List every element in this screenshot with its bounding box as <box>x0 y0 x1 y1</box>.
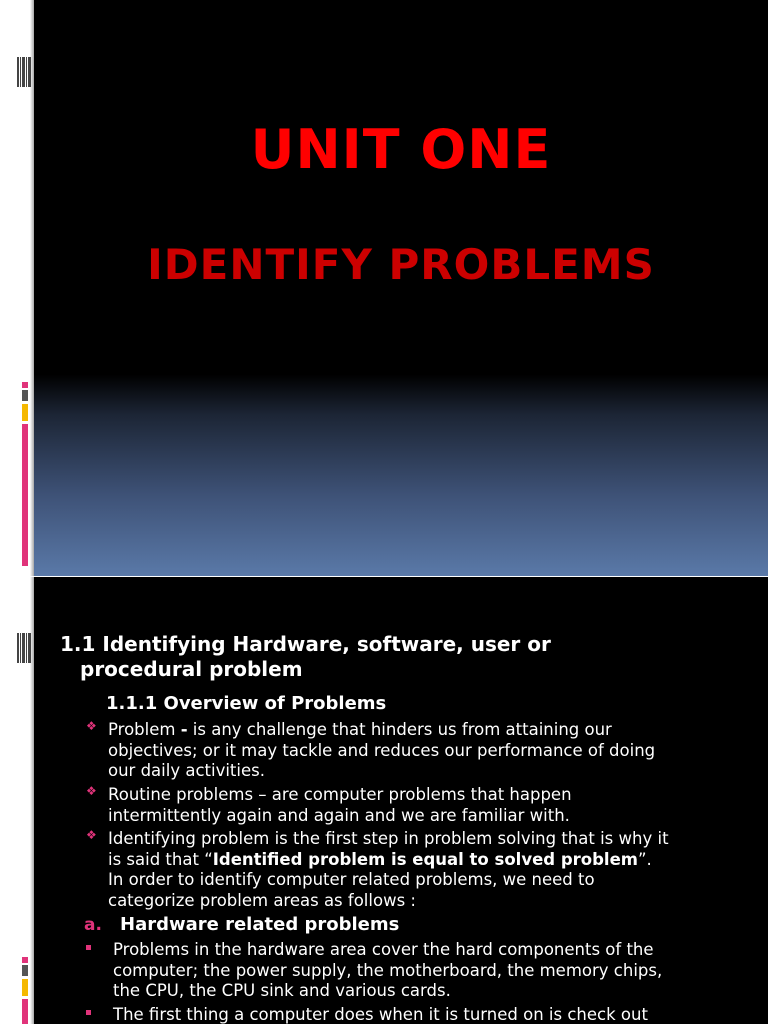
slide-title-text: UNIT ONE <box>250 118 552 181</box>
bullet-hardware-area: Problems in the hardware area cover the hard components of the computer; the power supply, the motherboard, the memory chips, the CPU, the CPU sink and various cards. <box>113 940 663 1000</box>
accent-bar-yellow <box>22 979 28 996</box>
section-heading: 1.1 Identifying Hardware, software, user or <box>60 632 551 656</box>
subsection-heading: 1.1.1 Overview of Problems <box>106 693 387 714</box>
accent-bar-pink-small <box>22 957 28 963</box>
barcode-icon <box>17 57 31 87</box>
diamond-bullet-icon: ❖ <box>86 828 97 842</box>
diamond-bullet-icon: ❖ <box>86 784 97 798</box>
bullet-first-thing: The first thing a computer does when it is turned on is check out <box>113 1005 648 1024</box>
slide-content <box>0 577 768 1024</box>
accent-bar-pink <box>22 424 28 566</box>
accent-bar-pink <box>22 999 28 1024</box>
hardware-heading: Hardware related problems <box>120 914 400 935</box>
section-heading-cont: procedural problem <box>80 657 303 681</box>
diamond-bullet-icon: ❖ <box>86 719 97 733</box>
square-bullet-icon <box>86 1010 91 1015</box>
bullet-routine-problems: Routine problems – are computer problems that happen intermittently again and again and we are familiar with. <box>108 785 572 825</box>
accent-bar-gray <box>22 965 28 976</box>
square-bullet-icon <box>86 945 91 950</box>
section-marker: a. <box>84 915 102 935</box>
bullet-identifying-problem: Identifying problem is the first step in problem solving that is why it is said that “Identified problem is equal to solved problem”. In order to identify computer related problems, we need to categorize problem areas as follows : <box>108 829 669 910</box>
bullet-problem: Problem - is any challenge that hinders us from attaining our objectives; or it may tackle and reduces our performance of doing our daily activities. <box>108 720 656 780</box>
accent-bar-pink-small <box>22 382 28 388</box>
accent-bar-gray <box>22 390 28 401</box>
barcode-icon <box>17 633 31 663</box>
slide-subtitle-text: IDENTIFY PROBLEMS <box>147 240 655 289</box>
accent-bar-yellow <box>22 404 28 421</box>
